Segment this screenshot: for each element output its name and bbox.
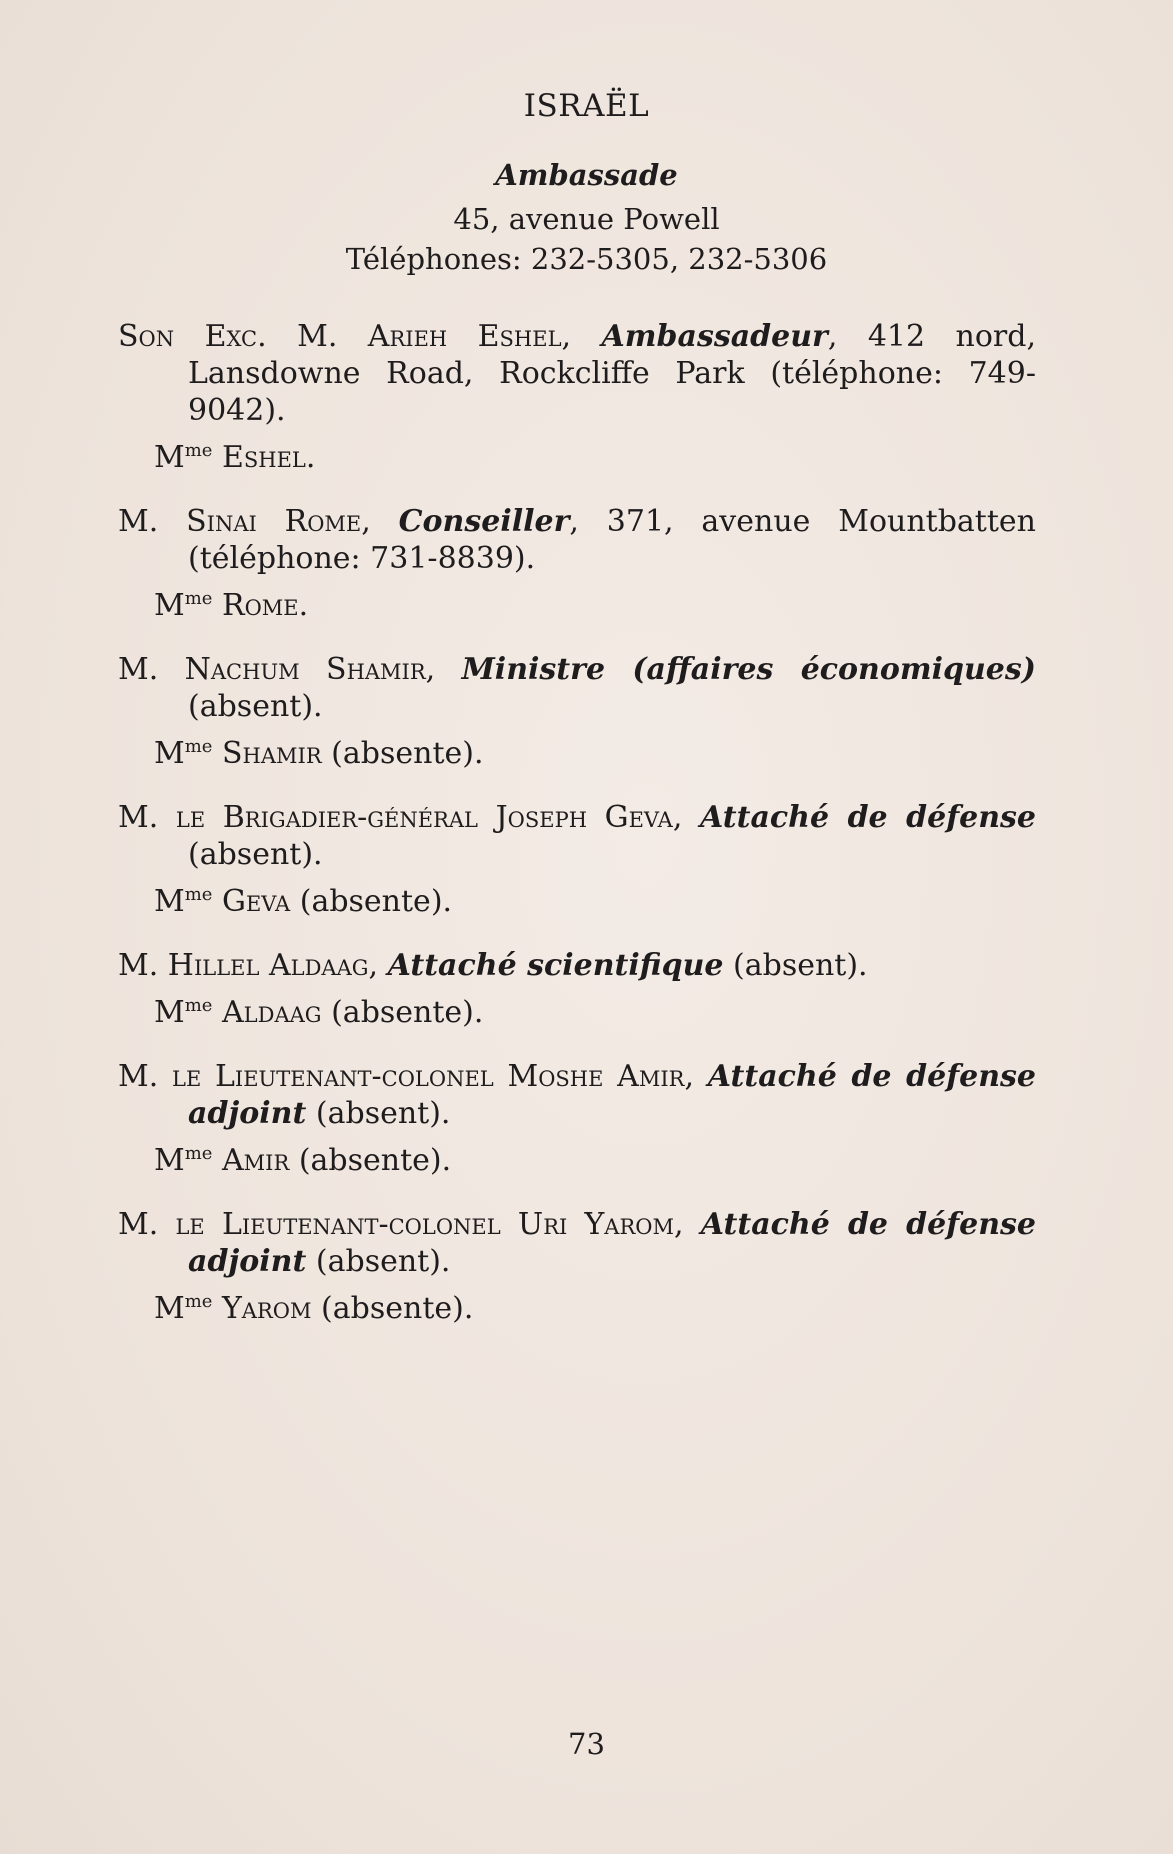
spouse-prefix-sup: me bbox=[184, 440, 213, 461]
diplomat-line bbox=[118, 947, 1036, 984]
embassy-address: 45, avenue Powell bbox=[453, 202, 720, 236]
diplomat-line bbox=[118, 318, 1036, 429]
diplomat-details: , 371, avenue Mountbatten (téléphone: 731-8839). bbox=[188, 504, 1036, 576]
country-heading: ISRAËL bbox=[523, 88, 650, 124]
diplomat-details: (absent). bbox=[188, 837, 323, 872]
diplomat-separator: , bbox=[674, 1207, 701, 1242]
spouse-name: Yarom bbox=[222, 1291, 312, 1326]
diplomat-details: (absent). bbox=[306, 1096, 451, 1131]
diplomat-details: , 412 nord, Lansdowne Road, Rockcliffe Park (téléphone: 749-9042). bbox=[188, 319, 1036, 428]
diplomat-entry bbox=[118, 503, 1036, 624]
diplomat-name: Sinai Rome bbox=[186, 504, 362, 539]
spouse-prefix: M bbox=[154, 588, 185, 623]
diplomat-details: (absent). bbox=[306, 1244, 451, 1279]
spouse-prefix-sup: me bbox=[184, 1143, 213, 1164]
spouse-prefix: M bbox=[154, 736, 185, 771]
spouse-line bbox=[154, 587, 1036, 624]
diplomat-separator: , bbox=[561, 319, 602, 354]
diplomat-title: Attaché de défense adjoint bbox=[188, 1207, 1036, 1279]
diplomat-title: Ambassadeur bbox=[601, 319, 828, 354]
diplomat-prefix: M. bbox=[118, 504, 187, 539]
diplomat-separator: , bbox=[368, 948, 388, 983]
diplomat-prefix: M. bbox=[118, 1207, 176, 1242]
spouse-name: Rome bbox=[222, 588, 299, 623]
diplomat-entry bbox=[118, 1206, 1036, 1327]
spouse-prefix-sup: me bbox=[184, 588, 213, 609]
diplomat-separator: , bbox=[425, 652, 462, 687]
spouse-name: Shamir bbox=[222, 736, 322, 771]
spouse-line bbox=[154, 735, 1036, 772]
diplomat-prefix: M. bbox=[118, 1059, 172, 1094]
spouse-details: (absente). bbox=[311, 1291, 474, 1326]
spouse-details: (absente). bbox=[321, 736, 484, 771]
diplomat-title: Ministre (affaires économiques) bbox=[461, 652, 1036, 687]
diplomat-name: Hillel Aldaag bbox=[167, 948, 369, 983]
diplomat-line bbox=[118, 503, 1036, 577]
spouse-details: . bbox=[305, 440, 316, 475]
spouse-prefix-sup: me bbox=[184, 884, 213, 905]
spouse-prefix-sup: me bbox=[184, 736, 213, 757]
spouse-name: Aldaag bbox=[222, 995, 322, 1030]
diplomat-entry bbox=[118, 947, 1036, 1031]
diplomat-prefix: M. bbox=[118, 948, 168, 983]
section-subtitle: Ambassade bbox=[495, 158, 678, 192]
spouse-prefix: M bbox=[154, 440, 185, 475]
diplomat-title: Attaché de défense bbox=[699, 800, 1036, 835]
diplomat-line bbox=[118, 1206, 1036, 1280]
spouse-name: Geva bbox=[222, 884, 291, 919]
diplomat-separator: , bbox=[361, 504, 399, 539]
spouse-name: Amir bbox=[222, 1143, 290, 1178]
diplomat-prefix: M. bbox=[118, 800, 176, 835]
spouse-prefix-sup: me bbox=[184, 995, 213, 1016]
spouse-prefix-sup: me bbox=[184, 1291, 213, 1312]
diplomat-prefix: Son Exc. M. bbox=[118, 319, 368, 354]
diplomat-name: le Lieutenant-colonel Moshe Amir bbox=[172, 1059, 685, 1094]
diplomat-line bbox=[118, 1058, 1036, 1132]
spouse-line bbox=[154, 439, 1036, 476]
diplomat-entry bbox=[118, 651, 1036, 772]
spouse-prefix: M bbox=[154, 1143, 185, 1178]
diplomat-entry bbox=[118, 799, 1036, 920]
diplomat-name: le Lieutenant-colonel Uri Yarom bbox=[175, 1207, 675, 1242]
diplomat-entry bbox=[118, 1058, 1036, 1179]
diplomat-name: Arieh Eshel bbox=[367, 319, 562, 354]
spouse-prefix: M bbox=[154, 884, 185, 919]
spouse-line bbox=[154, 883, 1036, 920]
diplomat-entry bbox=[118, 318, 1036, 476]
diplomat-name: le Brigadier-général Joseph Geva bbox=[175, 800, 673, 835]
spouse-line bbox=[154, 994, 1036, 1031]
spouse-prefix: M bbox=[154, 995, 185, 1030]
diplomat-line bbox=[118, 799, 1036, 873]
spouse-prefix: M bbox=[154, 1291, 185, 1326]
diplomat-prefix: M. bbox=[118, 652, 185, 687]
spouse-name: Eshel bbox=[222, 440, 306, 475]
diplomat-separator: , bbox=[672, 800, 700, 835]
diplomat-name: Nachum Shamir bbox=[184, 652, 426, 687]
spouse-details: (absente). bbox=[289, 1143, 452, 1178]
spouse-line bbox=[154, 1290, 1036, 1327]
diplomat-line bbox=[118, 651, 1036, 725]
diplomat-title: Attaché scientifique bbox=[387, 948, 724, 983]
diplomat-separator: , bbox=[684, 1059, 708, 1094]
spouse-details: (absente). bbox=[290, 884, 453, 919]
diplomat-title: Conseiller bbox=[398, 504, 570, 539]
diplomat-title: Attaché de défense adjoint bbox=[188, 1059, 1037, 1131]
diplomat-details: (absent). bbox=[723, 948, 868, 983]
spouse-details: . bbox=[298, 588, 309, 623]
entry-list bbox=[118, 318, 1036, 1354]
diplomat-details: (absent). bbox=[188, 689, 323, 724]
spouse-details: (absente). bbox=[321, 995, 484, 1030]
page-number: 73 bbox=[568, 1727, 605, 1761]
spouse-line bbox=[154, 1142, 1036, 1179]
embassy-phones: Téléphones: 232-5305, 232-5306 bbox=[345, 242, 828, 276]
